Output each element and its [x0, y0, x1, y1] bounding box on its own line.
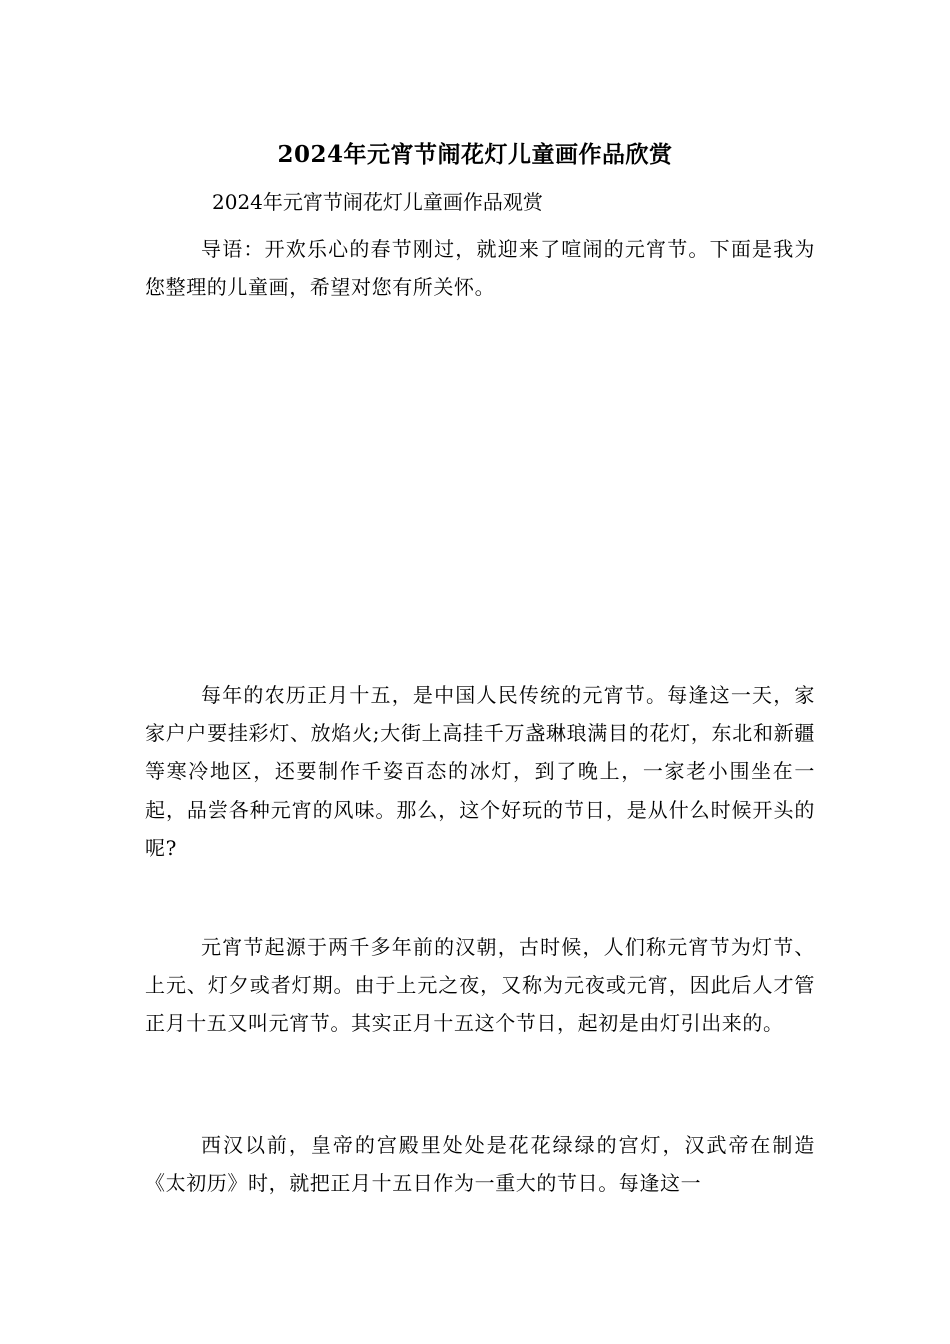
body-paragraph-1: 每年的农历正月十五，是中国人民传统的元宵节。每逢这一天，家家户户要挂彩灯、放焰火;大街上高挂千万盏琳琅满目的花灯，东北和新疆等寒冷地区，还要制作千姿百态的冰灯，到了晚上，一家老小围坐在一起，品尝各种元宵的风味。那么，这个好玩的节日，是从什么时候开头的呢?: [145, 683, 815, 860]
intro-paragraph: 导语：开欢乐心的春节刚过，就迎来了喧闹的元宵节。下面是我为您整理的儿童画，希望对您有所关怀。: [145, 237, 815, 299]
document-subtitle: 2024年元宵节闹花灯儿童画作品观赏: [212, 190, 543, 214]
body-paragraph-2: 元宵节起源于两千多年前的汉朝，古时候，人们称元宵节为灯节、上元、灯夕或者灯期。由于上元之夜，又称为元夜或元宵，因此后人才管正月十五又叫元宵节。其实正月十五这个节日，起初是由灯引出来的。: [145, 935, 815, 1035]
body-paragraph-3: 西汉以前，皇帝的宫殿里处处是花花绿绿的宫灯，汉武帝在制造《太初历》时，就把正月十五日作为一重大的节日。每逢这一: [145, 1133, 815, 1195]
document-title: 2024年元宵节闹花灯儿童画作品欣赏: [277, 141, 673, 168]
